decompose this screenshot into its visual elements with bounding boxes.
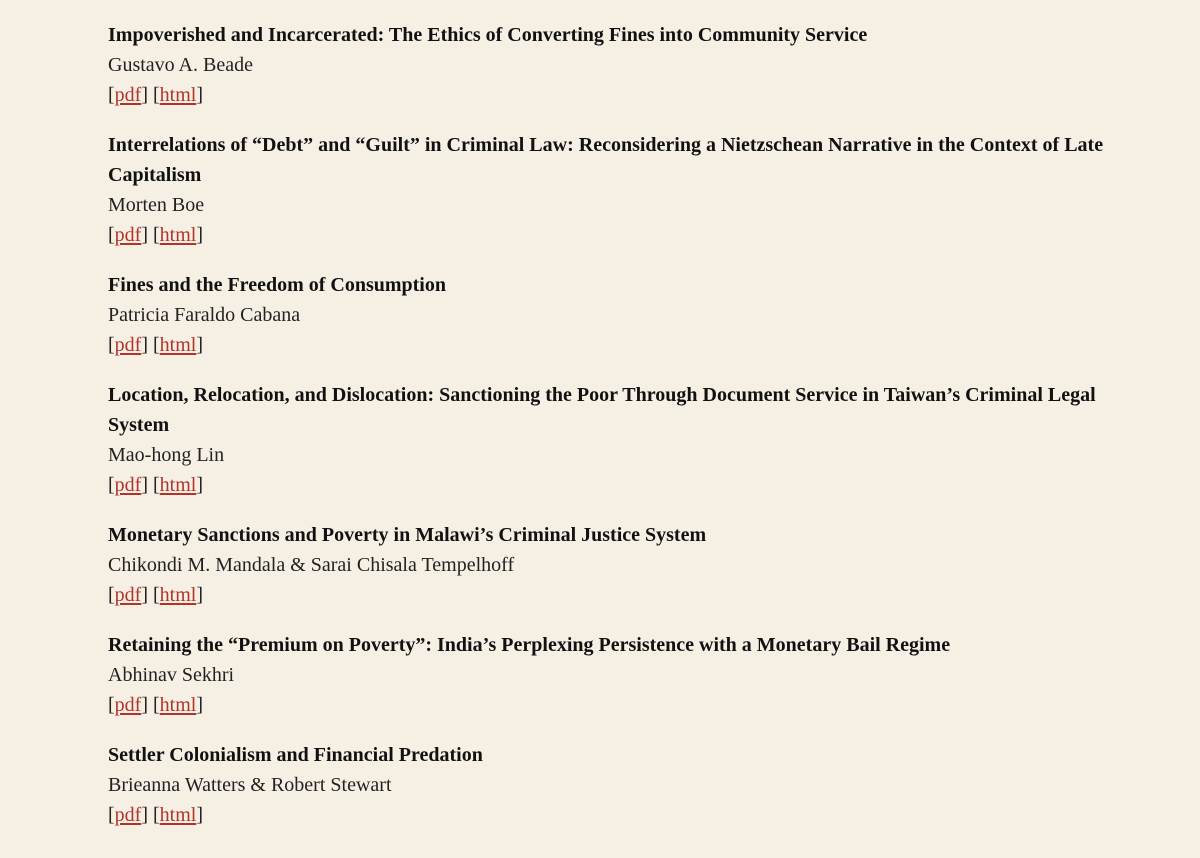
article-entry [108,20,1108,110]
html-link[interactable]: html [159,84,197,106]
html-link[interactable]: html [159,694,197,716]
article-list [108,20,1108,850]
article-entry [108,130,1108,250]
article-links: [pdf] [html] [108,334,204,356]
article-entry [108,270,1108,360]
article-authors: Brieanna Watters & Robert Stewart [108,774,392,796]
article-title: Settler Colonialism and Financial Predation [108,744,483,766]
article-authors: Morten Boe [108,194,205,216]
html-link[interactable]: html [159,334,197,356]
article-title: Location, Relocation, and Dislocation: Sanctioning the Poor Through Document Service in Taiwan’s Criminal Legal System [108,384,1096,436]
article-title: Monetary Sanctions and Poverty in Malawi’s Criminal Justice System [108,524,707,546]
html-link[interactable]: html [159,474,197,496]
article-authors: Chikondi M. Mandala & Sarai Chisala Tempelhoff [108,554,515,576]
article-entry [108,520,1108,610]
article-authors: Mao-hong Lin [108,444,225,466]
article-links: [pdf] [html] [108,224,204,246]
article-authors: Abhinav Sekhri [108,664,235,686]
article-entry [108,630,1108,720]
pdf-link[interactable]: pdf [114,224,142,246]
pdf-link[interactable]: pdf [114,694,142,716]
article-links: [pdf] [html] [108,694,204,716]
pdf-link[interactable]: pdf [114,804,142,826]
pdf-link[interactable]: pdf [114,474,142,496]
article-title: Fines and the Freedom of Consumption [108,274,446,296]
article-title: Interrelations of “Debt” and “Guilt” in Criminal Law: Reconsidering a Nietzschean Narrative in the Context of Late Capitalism [108,134,1104,186]
article-authors: Gustavo A. Beade [108,54,253,76]
article-title: Retaining the “Premium on Poverty”: India’s Perplexing Persistence with a Monetary Bail Regime [108,634,951,656]
pdf-link[interactable]: pdf [114,334,142,356]
pdf-link[interactable]: pdf [114,584,142,606]
html-link[interactable]: html [159,804,197,826]
article-links: [pdf] [html] [108,584,204,606]
article-entry [108,740,1108,830]
article-links: [pdf] [html] [108,804,204,826]
article-authors: Patricia Faraldo Cabana [108,304,301,326]
html-link[interactable]: html [159,224,197,246]
article-links: [pdf] [html] [108,84,204,106]
article-entry [108,380,1108,500]
pdf-link[interactable]: pdf [114,84,142,106]
html-link[interactable]: html [159,584,197,606]
article-title: Impoverished and Incarcerated: The Ethics of Converting Fines into Community Service [108,24,868,46]
article-links: [pdf] [html] [108,474,204,496]
